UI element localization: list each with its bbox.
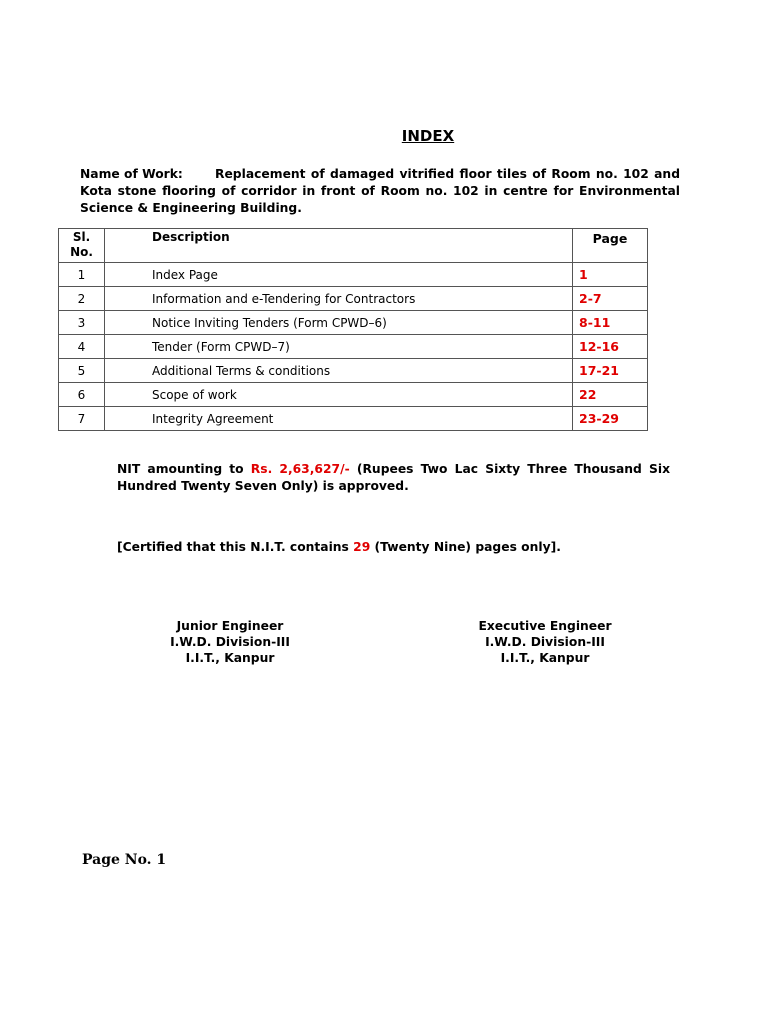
cert-prefix: [Certified that this N.I.T. contains	[117, 540, 354, 554]
row-page: 22	[573, 383, 648, 407]
cert-page-count: 29	[353, 540, 371, 554]
signatory-executive-engineer	[445, 618, 645, 666]
row-sl: 4	[59, 335, 105, 359]
row-sl: 6	[59, 383, 105, 407]
table-row	[59, 359, 648, 383]
table-row	[59, 335, 648, 359]
page-title: INDEX	[401, 127, 455, 145]
nit-approval-statement	[117, 461, 670, 495]
certification-statement	[117, 540, 677, 554]
name-of-work	[80, 166, 680, 217]
nit-prefix: NIT amounting to	[117, 462, 251, 476]
row-sl: 1	[59, 263, 105, 287]
row-page: 23-29	[573, 407, 648, 431]
row-description: Scope of work	[105, 383, 573, 407]
row-description: Integrity Agreement	[105, 407, 573, 431]
table-row	[59, 311, 648, 335]
nit-suffix: (Rupees Two Lac Sixty Three Thousand Six Hundred Twenty Seven Only) is approved.	[117, 462, 671, 493]
table-row	[59, 263, 648, 287]
nit-amount: Rs. 2,63,627/-	[250, 462, 350, 476]
row-description: Additional Terms & conditions	[105, 359, 573, 383]
page-number: Page No. 1	[82, 852, 167, 868]
row-page: 8-11	[573, 311, 648, 335]
table-header-row	[59, 229, 648, 263]
index-table	[58, 228, 648, 431]
header-description: Description	[105, 229, 573, 263]
signatory-junior-engineer	[130, 618, 330, 666]
row-page: 17-21	[573, 359, 648, 383]
cert-suffix: (Twenty Nine) pages only].	[370, 540, 561, 554]
header-page: Page	[573, 229, 648, 263]
row-page: 12-16	[573, 335, 648, 359]
row-sl: 2	[59, 287, 105, 311]
row-description: Information and e-Tendering for Contractors	[105, 287, 573, 311]
row-sl: 5	[59, 359, 105, 383]
row-page: 1	[573, 263, 648, 287]
name-of-work-text: Replacement of damaged vitrified floor tiles of Room no. 102 and Kota stone flooring of corridor in front of Room no. 102 in centre for Environmental Science & Engineering Building.	[80, 167, 680, 215]
row-sl: 7	[59, 407, 105, 431]
signatory-designation: Junior Engineer	[176, 619, 284, 633]
table-row	[59, 383, 648, 407]
signatory-institute: I.I.T., Kanpur	[185, 651, 275, 665]
name-of-work-label: Name of Work:	[80, 167, 183, 181]
row-page: 2-7	[573, 287, 648, 311]
signatory-institute: I.I.T., Kanpur	[500, 651, 590, 665]
row-description: Notice Inviting Tenders (Form CPWD–6)	[105, 311, 573, 335]
row-sl: 3	[59, 311, 105, 335]
row-description: Index Page	[105, 263, 573, 287]
signatory-division: I.W.D. Division-III	[170, 635, 290, 649]
signatory-designation: Executive Engineer	[478, 619, 612, 633]
table-row	[59, 407, 648, 431]
row-description: Tender (Form CPWD–7)	[105, 335, 573, 359]
header-sl-no: Sl. No.	[59, 229, 105, 263]
signatory-division: I.W.D. Division-III	[485, 635, 605, 649]
table-row	[59, 287, 648, 311]
